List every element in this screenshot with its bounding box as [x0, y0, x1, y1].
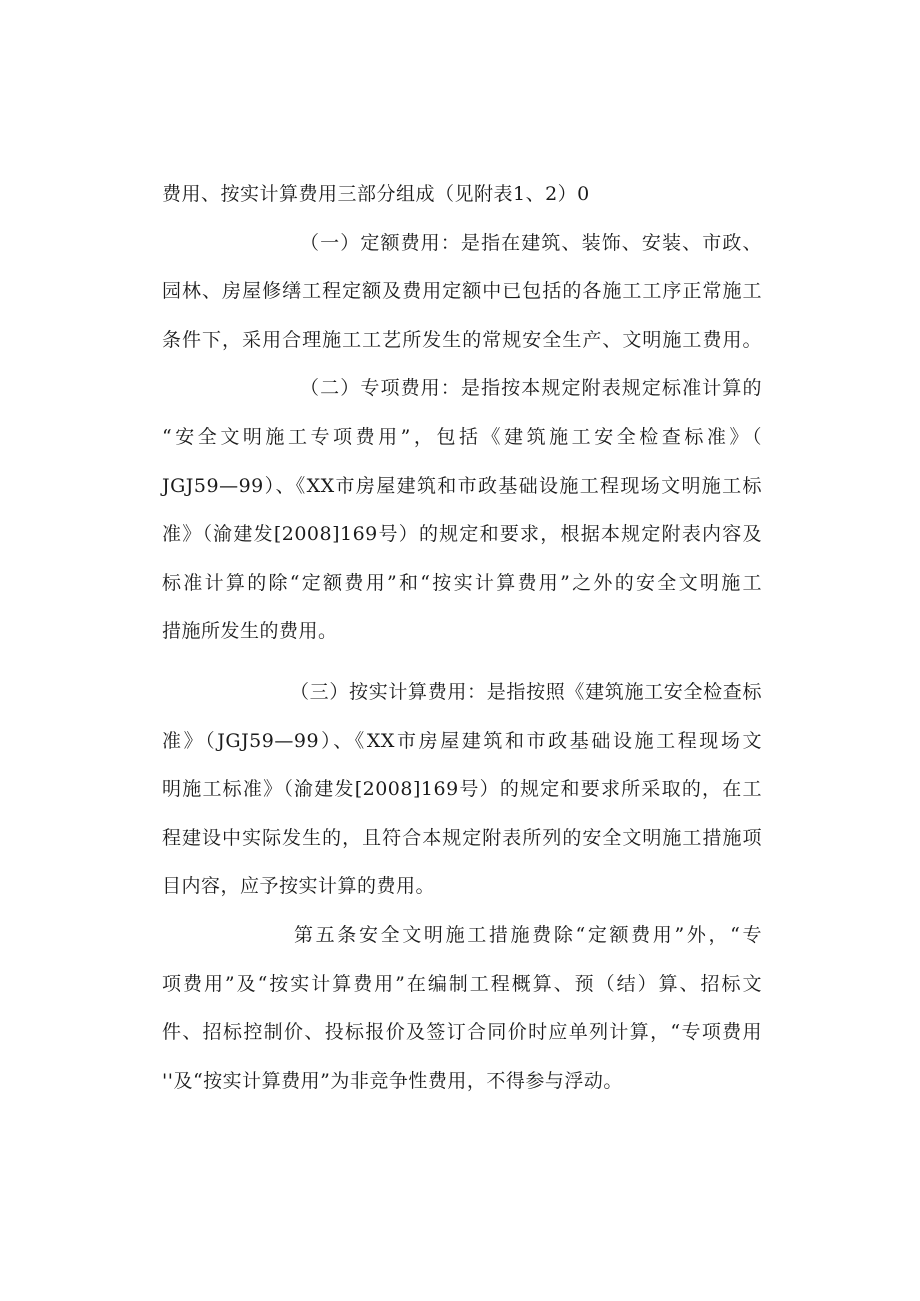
text-line: （一）定额费用：是指在建筑、装饰、安装、市政、: [300, 231, 762, 254]
text-line: 第五条安全文明施工措施费除“定额费用”外，“专: [294, 923, 762, 946]
text-line: 措施所发生的费用。: [162, 620, 338, 643]
text-line: 项费用”及“按实计算费用”在编制工程概算、预（结）算、招标文: [162, 972, 762, 995]
text-line: 准》（渝建发[2008]169号）的规定和要求，根据本规定附表内容及: [162, 523, 762, 546]
text-line: 费用、按实计算费用三部分组成（见附表1、2）0: [162, 183, 590, 205]
text-line: 目内容，应予按实计算的费用。: [162, 875, 436, 898]
text-line: 园林、房屋修缮工程定额及费用定额中已包括的各施工工序正常施工: [162, 280, 762, 303]
text-line: 准》（JGJ59—99）、《XX市房屋建筑和市政基础设施工程现场文: [162, 729, 762, 752]
text-line: （二）专项费用：是指按本规定附表规定标准计算的: [300, 377, 762, 400]
text-line: （三）按实计算费用：是指按照《建筑施工安全检查标: [290, 680, 762, 703]
text-line: 条件下，采用合理施工工艺所发生的常规安全生产、文明施工费用。: [162, 328, 762, 351]
text-line: 程建设中实际发生的，且符合本规定附表所列的安全文明施工措施项: [162, 826, 762, 849]
text-line: “安全文明施工专项费用”，包括《建筑施工安全检查标准》（: [162, 425, 762, 448]
document-body: [162, 170, 762, 1105]
text-line: 件、招标控制价、投标报价及签订合同价时应单列计算，“专项费用: [162, 1021, 762, 1044]
text-line: 明施工标准》（渝建发[2008]169号）的规定和要求所采取的，在工: [162, 778, 762, 801]
text-line: 标准计算的除“定额费用”和“按实计算费用”之外的安全文明施工: [162, 571, 762, 594]
text-line: JGJ59—99）、《XX市房屋建筑和市政基础设施工程现场文明施工标: [162, 474, 762, 497]
text-line: ''及“按实计算费用”为非竞争性费用，不得参与浮动。: [162, 1069, 623, 1092]
